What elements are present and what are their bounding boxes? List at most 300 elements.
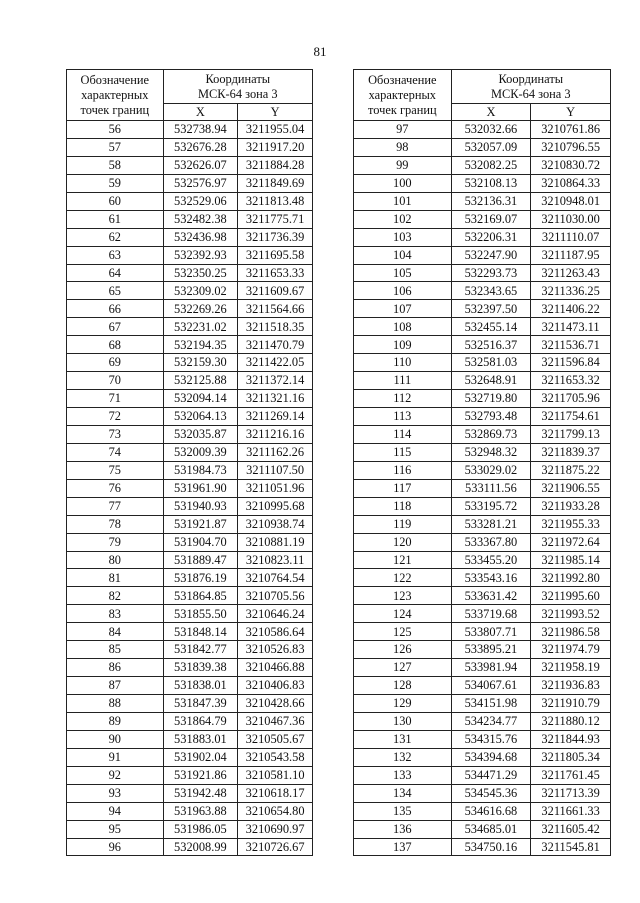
table-row xyxy=(354,372,611,390)
x-cell: 534151.98 xyxy=(451,695,531,713)
x-cell: 531963.88 xyxy=(163,802,238,820)
y-cell: 3211775.71 xyxy=(238,210,313,228)
y-cell: 3211653.33 xyxy=(238,264,313,282)
x-cell: 534067.61 xyxy=(451,677,531,695)
y-cell: 3211761.45 xyxy=(531,766,611,784)
x-cell: 532455.14 xyxy=(451,318,531,336)
point-id-cell: 127 xyxy=(354,659,452,677)
x-cell: 531921.87 xyxy=(163,515,238,533)
x-cell: 534545.36 xyxy=(451,784,531,802)
page-number: 81 xyxy=(313,44,327,59)
header-name-line: Обозначение xyxy=(368,72,437,87)
point-id-cell: 66 xyxy=(67,300,164,318)
y-cell: 3210543.58 xyxy=(238,748,313,766)
x-cell: 533281.21 xyxy=(451,515,531,533)
table-row xyxy=(67,246,313,264)
header-coords-line: МСК-64 зона 3 xyxy=(491,86,571,101)
x-cell: 531984.73 xyxy=(163,461,238,479)
x-cell: 531904.70 xyxy=(163,533,238,551)
y-cell: 3211473.11 xyxy=(531,318,611,336)
point-id-cell: 125 xyxy=(354,623,452,641)
point-id-cell: 128 xyxy=(354,677,452,695)
point-id-cell: 64 xyxy=(67,264,164,282)
y-cell: 3211705.96 xyxy=(531,390,611,408)
y-cell: 3211805.34 xyxy=(531,748,611,766)
y-cell: 3210581.10 xyxy=(238,766,313,784)
y-cell: 3210764.54 xyxy=(238,569,313,587)
table-row xyxy=(67,802,313,820)
x-cell: 531855.50 xyxy=(163,605,238,623)
y-cell: 3211536.71 xyxy=(531,336,611,354)
point-id-cell: 62 xyxy=(67,228,164,246)
table-row xyxy=(67,605,313,623)
table-row xyxy=(354,425,611,443)
table-row xyxy=(354,730,611,748)
point-id-cell: 58 xyxy=(67,156,164,174)
coordinates-table-right xyxy=(353,69,611,856)
point-id-cell: 135 xyxy=(354,802,452,820)
y-cell: 3211162.26 xyxy=(238,443,313,461)
table-row xyxy=(354,641,611,659)
point-id-cell: 81 xyxy=(67,569,164,587)
x-cell: 531883.01 xyxy=(163,730,238,748)
y-cell: 3211372.14 xyxy=(238,372,313,390)
y-cell: 3211609.67 xyxy=(238,282,313,300)
x-cell: 532343.65 xyxy=(451,282,531,300)
header-name-line: Обозначение xyxy=(80,72,150,87)
y-cell: 3211713.39 xyxy=(531,784,611,802)
y-cell: 3211321.16 xyxy=(238,390,313,408)
point-id-cell: 82 xyxy=(67,587,164,605)
point-id-cell: 87 xyxy=(67,677,164,695)
x-cell: 531864.85 xyxy=(163,587,238,605)
y-cell: 3210705.56 xyxy=(238,587,313,605)
y-cell: 3211336.25 xyxy=(531,282,611,300)
x-cell: 533195.72 xyxy=(451,497,531,515)
table-row xyxy=(354,659,611,677)
x-cell: 532064.13 xyxy=(163,408,238,426)
x-cell: 534315.76 xyxy=(451,730,531,748)
point-id-cell: 100 xyxy=(354,174,452,192)
table-row xyxy=(67,425,313,443)
point-id-cell: 104 xyxy=(354,246,452,264)
x-cell: 531864.79 xyxy=(163,712,238,730)
point-id-cell: 77 xyxy=(67,497,164,515)
y-cell: 3211605.42 xyxy=(531,820,611,838)
y-cell: 3210467.36 xyxy=(238,712,313,730)
y-cell: 3211422.05 xyxy=(238,354,313,372)
table-row xyxy=(67,336,313,354)
y-cell: 3210505.67 xyxy=(238,730,313,748)
point-id-cell: 116 xyxy=(354,461,452,479)
point-id-cell: 72 xyxy=(67,408,164,426)
point-id-cell: 79 xyxy=(67,533,164,551)
point-id-cell: 130 xyxy=(354,712,452,730)
x-cell: 531902.04 xyxy=(163,748,238,766)
point-id-cell: 61 xyxy=(67,210,164,228)
point-id-cell: 69 xyxy=(67,354,164,372)
y-cell: 3210881.19 xyxy=(238,533,313,551)
table-row xyxy=(354,766,611,784)
y-cell: 3211799.13 xyxy=(531,425,611,443)
table-row xyxy=(67,300,313,318)
y-cell: 3211955.04 xyxy=(238,121,313,139)
point-id-cell: 103 xyxy=(354,228,452,246)
header-point-designation xyxy=(354,70,452,121)
y-cell: 3210796.55 xyxy=(531,138,611,156)
point-id-cell: 93 xyxy=(67,784,164,802)
point-id-cell: 89 xyxy=(67,712,164,730)
header-name-line: характерных xyxy=(368,87,436,102)
y-cell: 3211754.61 xyxy=(531,408,611,426)
x-cell: 533981.94 xyxy=(451,659,531,677)
point-id-cell: 90 xyxy=(67,730,164,748)
x-cell: 532136.31 xyxy=(451,192,531,210)
x-cell: 531942.48 xyxy=(163,784,238,802)
point-id-cell: 91 xyxy=(67,748,164,766)
point-id-cell: 96 xyxy=(67,838,164,856)
point-id-cell: 74 xyxy=(67,443,164,461)
y-cell: 3211985.14 xyxy=(531,551,611,569)
point-id-cell: 59 xyxy=(67,174,164,192)
x-cell: 532309.02 xyxy=(163,282,238,300)
y-cell: 3211564.66 xyxy=(238,300,313,318)
x-cell: 532009.39 xyxy=(163,443,238,461)
table-row xyxy=(67,264,313,282)
table-row xyxy=(354,838,611,856)
x-cell: 533111.56 xyxy=(451,479,531,497)
y-cell: 3211110.07 xyxy=(531,228,611,246)
table-row xyxy=(354,156,611,174)
x-cell: 534471.29 xyxy=(451,766,531,784)
y-cell: 3211596.84 xyxy=(531,354,611,372)
table-row xyxy=(354,820,611,838)
table-row xyxy=(354,802,611,820)
point-id-cell: 133 xyxy=(354,766,452,784)
y-cell: 3210526.83 xyxy=(238,641,313,659)
y-cell: 3210864.33 xyxy=(531,174,611,192)
point-id-cell: 68 xyxy=(67,336,164,354)
x-cell: 532008.99 xyxy=(163,838,238,856)
header-coords-line: Координаты xyxy=(498,71,564,86)
point-id-cell: 85 xyxy=(67,641,164,659)
point-id-cell: 73 xyxy=(67,425,164,443)
x-cell: 533455.20 xyxy=(451,551,531,569)
y-cell: 3211917.20 xyxy=(238,138,313,156)
x-cell: 533367.80 xyxy=(451,533,531,551)
table-row xyxy=(67,479,313,497)
point-id-cell: 57 xyxy=(67,138,164,156)
point-id-cell: 124 xyxy=(354,605,452,623)
table-row xyxy=(354,605,611,623)
x-cell: 534394.68 xyxy=(451,748,531,766)
y-cell: 3211936.83 xyxy=(531,677,611,695)
point-id-cell: 56 xyxy=(67,121,164,139)
x-cell: 532082.25 xyxy=(451,156,531,174)
x-cell: 532159.30 xyxy=(163,354,238,372)
y-cell: 3211545.81 xyxy=(531,838,611,856)
point-id-cell: 76 xyxy=(67,479,164,497)
table-row xyxy=(354,121,611,139)
y-cell: 3210618.17 xyxy=(238,784,313,802)
table-row xyxy=(354,784,611,802)
y-cell: 3210948.01 xyxy=(531,192,611,210)
y-cell: 3211107.50 xyxy=(238,461,313,479)
point-id-cell: 132 xyxy=(354,748,452,766)
table-row xyxy=(354,443,611,461)
x-cell: 532194.35 xyxy=(163,336,238,354)
table-row xyxy=(67,641,313,659)
table-row xyxy=(354,515,611,533)
y-cell: 3211993.52 xyxy=(531,605,611,623)
point-id-cell: 88 xyxy=(67,695,164,713)
table-row xyxy=(354,246,611,264)
point-id-cell: 119 xyxy=(354,515,452,533)
y-cell: 3211263.43 xyxy=(531,264,611,282)
y-cell: 3210406.83 xyxy=(238,677,313,695)
header-point-designation xyxy=(67,70,164,121)
table-row xyxy=(67,443,313,461)
x-cell: 532206.31 xyxy=(451,228,531,246)
x-cell: 533543.16 xyxy=(451,569,531,587)
y-cell: 3211972.64 xyxy=(531,533,611,551)
table-row xyxy=(67,587,313,605)
x-cell: 532516.37 xyxy=(451,336,531,354)
y-cell: 3211839.37 xyxy=(531,443,611,461)
point-id-cell: 95 xyxy=(67,820,164,838)
y-cell: 3210646.24 xyxy=(238,605,313,623)
x-cell: 532648.91 xyxy=(451,372,531,390)
point-id-cell: 123 xyxy=(354,587,452,605)
table-row xyxy=(67,533,313,551)
table-row xyxy=(354,748,611,766)
point-id-cell: 121 xyxy=(354,551,452,569)
point-id-cell: 71 xyxy=(67,390,164,408)
y-cell: 3211933.28 xyxy=(531,497,611,515)
table-row xyxy=(354,569,611,587)
table-row xyxy=(67,677,313,695)
x-cell: 534750.16 xyxy=(451,838,531,856)
table-row xyxy=(354,210,611,228)
x-cell: 532948.32 xyxy=(451,443,531,461)
table-row xyxy=(67,390,313,408)
y-cell: 3211992.80 xyxy=(531,569,611,587)
y-cell: 3211958.19 xyxy=(531,659,611,677)
table-row xyxy=(354,192,611,210)
y-cell: 3211955.33 xyxy=(531,515,611,533)
table-row xyxy=(67,354,313,372)
x-cell: 532293.73 xyxy=(451,264,531,282)
x-cell: 532581.03 xyxy=(451,354,531,372)
x-cell: 533029.02 xyxy=(451,461,531,479)
table-row xyxy=(354,695,611,713)
header-name-line: точек границ xyxy=(367,102,437,117)
x-cell: 532392.93 xyxy=(163,246,238,264)
point-id-cell: 105 xyxy=(354,264,452,282)
table-row xyxy=(67,569,313,587)
point-id-cell: 117 xyxy=(354,479,452,497)
y-cell: 3211187.95 xyxy=(531,246,611,264)
x-cell: 531940.93 xyxy=(163,497,238,515)
y-cell: 3211875.22 xyxy=(531,461,611,479)
header-x: X xyxy=(163,104,238,121)
table-row xyxy=(67,820,313,838)
y-cell: 3211884.28 xyxy=(238,156,313,174)
y-cell: 3211910.79 xyxy=(531,695,611,713)
point-id-cell: 75 xyxy=(67,461,164,479)
point-id-cell: 131 xyxy=(354,730,452,748)
point-id-cell: 109 xyxy=(354,336,452,354)
table-row xyxy=(354,408,611,426)
header-y: Y xyxy=(531,104,611,121)
y-cell: 3210586.64 xyxy=(238,623,313,641)
y-cell: 3210654.80 xyxy=(238,802,313,820)
point-id-cell: 94 xyxy=(67,802,164,820)
y-cell: 3211986.58 xyxy=(531,623,611,641)
point-id-cell: 97 xyxy=(354,121,452,139)
table-row xyxy=(67,497,313,515)
x-cell: 532529.06 xyxy=(163,192,238,210)
x-cell: 531921.86 xyxy=(163,766,238,784)
table-row xyxy=(354,677,611,695)
y-cell: 3211661.33 xyxy=(531,802,611,820)
point-id-cell: 84 xyxy=(67,623,164,641)
y-cell: 3210761.86 xyxy=(531,121,611,139)
table-row xyxy=(354,712,611,730)
table-row xyxy=(354,623,611,641)
x-cell: 532032.66 xyxy=(451,121,531,139)
x-cell: 532626.07 xyxy=(163,156,238,174)
point-id-cell: 108 xyxy=(354,318,452,336)
point-id-cell: 134 xyxy=(354,784,452,802)
y-cell: 3211736.39 xyxy=(238,228,313,246)
point-id-cell: 83 xyxy=(67,605,164,623)
table-row xyxy=(67,515,313,533)
x-cell: 531876.19 xyxy=(163,569,238,587)
table-row xyxy=(67,748,313,766)
x-cell: 532793.48 xyxy=(451,408,531,426)
table-row xyxy=(354,533,611,551)
x-cell: 531961.90 xyxy=(163,479,238,497)
point-id-cell: 60 xyxy=(67,192,164,210)
x-cell: 532125.88 xyxy=(163,372,238,390)
x-cell: 531848.14 xyxy=(163,623,238,641)
table-row xyxy=(354,228,611,246)
table-row xyxy=(354,461,611,479)
x-cell: 531889.47 xyxy=(163,551,238,569)
table-row xyxy=(67,623,313,641)
table-row xyxy=(354,497,611,515)
point-id-cell: 106 xyxy=(354,282,452,300)
header-y: Y xyxy=(238,104,313,121)
point-id-cell: 122 xyxy=(354,569,452,587)
x-cell: 533895.21 xyxy=(451,641,531,659)
y-cell: 3211051.96 xyxy=(238,479,313,497)
table-row xyxy=(354,587,611,605)
table-row xyxy=(67,210,313,228)
table-row xyxy=(67,408,313,426)
point-id-cell: 67 xyxy=(67,318,164,336)
table-row xyxy=(354,318,611,336)
header-coordinates xyxy=(163,70,312,104)
x-cell: 532094.14 xyxy=(163,390,238,408)
y-cell: 3211906.55 xyxy=(531,479,611,497)
point-id-cell: 99 xyxy=(354,156,452,174)
x-cell: 531838.01 xyxy=(163,677,238,695)
y-cell: 3210726.67 xyxy=(238,838,313,856)
table-row xyxy=(67,282,313,300)
point-id-cell: 101 xyxy=(354,192,452,210)
y-cell: 3210690.97 xyxy=(238,820,313,838)
x-cell: 531839.38 xyxy=(163,659,238,677)
x-cell: 531847.39 xyxy=(163,695,238,713)
x-cell: 533631.42 xyxy=(451,587,531,605)
header-name-line: характерных xyxy=(81,87,149,102)
point-id-cell: 115 xyxy=(354,443,452,461)
table-row xyxy=(67,156,313,174)
table-row xyxy=(67,784,313,802)
table-row xyxy=(67,192,313,210)
y-cell: 3210995.68 xyxy=(238,497,313,515)
x-cell: 532247.90 xyxy=(451,246,531,264)
table-row xyxy=(67,551,313,569)
point-id-cell: 78 xyxy=(67,515,164,533)
x-cell: 531842.77 xyxy=(163,641,238,659)
x-cell: 532738.94 xyxy=(163,121,238,139)
x-cell: 532397.50 xyxy=(451,300,531,318)
table-row xyxy=(67,138,313,156)
point-id-cell: 70 xyxy=(67,372,164,390)
point-id-cell: 111 xyxy=(354,372,452,390)
header-coords-line: Координаты xyxy=(205,71,271,86)
point-id-cell: 98 xyxy=(354,138,452,156)
y-cell: 3211030.00 xyxy=(531,210,611,228)
point-id-cell: 107 xyxy=(354,300,452,318)
y-cell: 3211518.35 xyxy=(238,318,313,336)
header-coords-line: МСК-64 зона 3 xyxy=(197,86,278,101)
y-cell: 3211269.14 xyxy=(238,408,313,426)
x-cell: 532482.38 xyxy=(163,210,238,228)
y-cell: 3211653.32 xyxy=(531,372,611,390)
table-row xyxy=(354,300,611,318)
y-cell: 3210938.74 xyxy=(238,515,313,533)
header-name-line: точек границ xyxy=(80,102,150,117)
table-row xyxy=(67,174,313,192)
table-row xyxy=(67,318,313,336)
table-row xyxy=(67,730,313,748)
x-cell: 532269.26 xyxy=(163,300,238,318)
table-row xyxy=(67,838,313,856)
y-cell: 3211216.16 xyxy=(238,425,313,443)
x-cell: 534685.01 xyxy=(451,820,531,838)
point-id-cell: 118 xyxy=(354,497,452,515)
point-id-cell: 114 xyxy=(354,425,452,443)
x-cell: 534616.68 xyxy=(451,802,531,820)
x-cell: 531986.05 xyxy=(163,820,238,838)
table-row xyxy=(354,354,611,372)
table-row xyxy=(354,336,611,354)
y-cell: 3210466.88 xyxy=(238,659,313,677)
y-cell: 3210428.66 xyxy=(238,695,313,713)
table-row xyxy=(354,390,611,408)
table-row xyxy=(67,766,313,784)
table-row xyxy=(67,659,313,677)
point-id-cell: 137 xyxy=(354,838,452,856)
y-cell: 3211695.58 xyxy=(238,246,313,264)
x-cell: 532350.25 xyxy=(163,264,238,282)
point-id-cell: 136 xyxy=(354,820,452,838)
point-id-cell: 110 xyxy=(354,354,452,372)
